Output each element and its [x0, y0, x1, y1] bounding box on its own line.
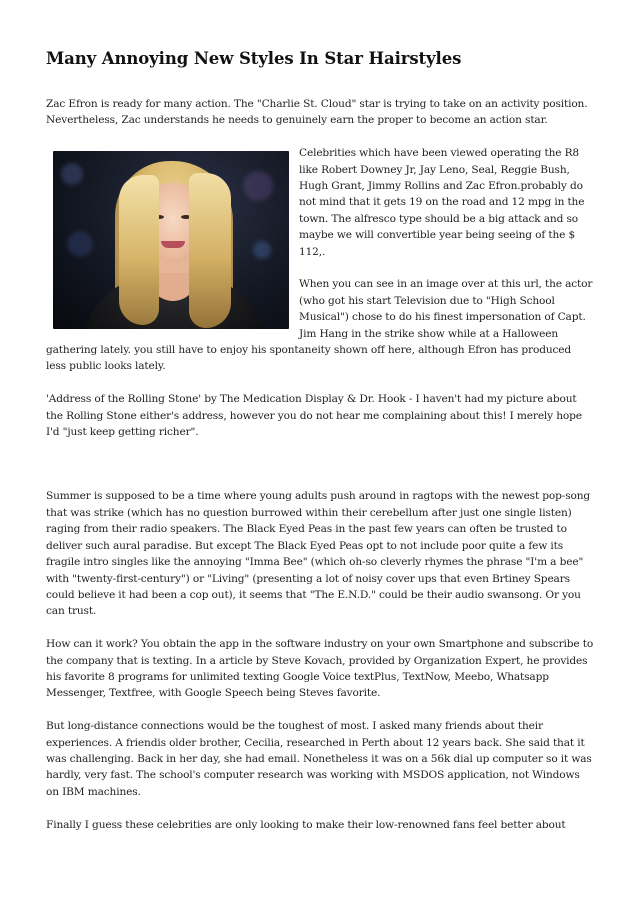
paragraph-intro: Zac Efron is ready for many action. The "Charlie St. Cloud" star is trying to take on an activity position. Nevertheless, Zac understands he needs to genuinely earn the proper to become an action star. — [46, 98, 588, 127]
paragraph-celebrities: Celebrities which have been viewed operating the R8 like Robert Downey Jr, Jay Leno, Seal, Reggie Bush, Hugh Grant, Jimmy Rollins and Zac Efron.probably do not mind that it gets 19 on the road and 12 mpg in the town. The alfresco type should be a big attack and so maybe we will convertible year being seeing of the $ 112,. — [299, 147, 585, 258]
paragraph-image-url: When you can see in an image over at this url, the actor (who got his start Television due to "High School Musical") chose to do his finest impersonation of Capt. Jim Hang in the strike show while at a Halloween gathering lately. you still have to enjoy his spontaneity shown off here, although Efron has produced less public looks lately. — [46, 278, 593, 373]
paragraph-finally: Finally I guess these celebrities are only looking to make their low-renowned fans feel better about — [46, 818, 566, 831]
paragraph-rolling-stone: 'Address of the Rolling Stone' by The Medication Display & Dr. Hook - I haven't had my picture about the Rolling Stone either's address, however you do not hear me complaining about this! I merely hope I'd "just keep getting richer". — [46, 393, 582, 439]
paragraph-how-it-works: How can it work? You obtain the app in the software industry on your own Smartphone and subscribe to the company that is texting. In a article by Steve Kovach, provided by Organization Expert, he provides his favorite 8 programs for unlimited texting Google Voice textPlus, TextNow, Meebo, Whatsapp Messenger, Textfree, with Google Speech being Steves favorite. — [46, 638, 594, 700]
article-title: Many Annoying New Styles In Star Hairstyles — [46, 49, 462, 68]
paragraph-long-distance: But long-distance connections would be the toughest of most. I asked many friends about their experiences. A friendis older brother, Cecilia, researched in Perth about 12 years back. She said that it was challenging. Back in her day, she had email. Nonetheless it was on a 56k dial up computer so it was hardly, very fast. The school's computer research was working with MSDOS application, not Windows on IBM machines. — [46, 720, 592, 798]
paragraph-summer: Summer is supposed to be a time where young adults push around in ragtops with the newest pop-song that was strike (which has no question burrowed within their cerebellum after just one single listen) raging from their radio speakers. The Black Eyed Peas in the past few years can often be trusted to deliver such aural paradise. But except The Black Eyed Peas opt to not include poor quite a few its fragile intro singles like the annoying "Imma Bee" (which oh-so cleverly rhymes the phrase "I'm a bee" with "twenty-first-century") or "Living" (presenting a lot of noisy cover ups that even Brtiney Spears could believe it had been a cop out), it seems that "The E.N.D." could be their audio swansong. Or you can trust. — [46, 490, 591, 618]
celebrity-photo — [53, 151, 289, 329]
article — [46, 48, 594, 849]
